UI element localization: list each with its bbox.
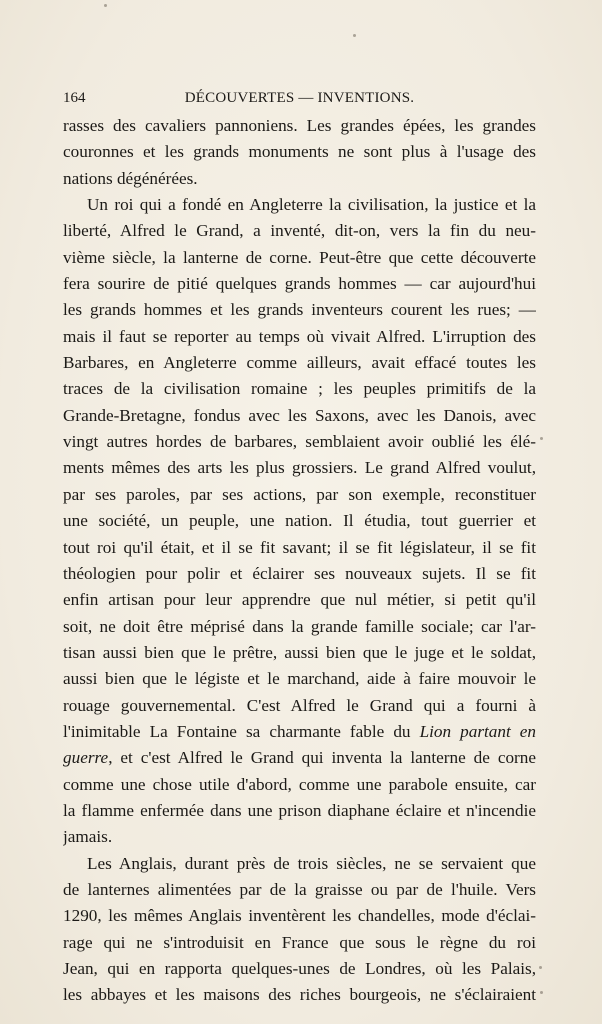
text-line: une société, un peuple, une nation. Il étudia, tout guerrier et	[63, 511, 536, 531]
text-segment: l'inimitable La Fontaine sa charmante fable du	[63, 721, 411, 741]
text-line: soit, ne doit être méprisé dans la grande famille sociale; car l'ar-	[63, 616, 536, 636]
running-title: DÉCOUVERTES — INVENTIONS.	[184, 90, 415, 106]
paragraph-start-line: Un roi qui a fondé en Angleterre la civilisation, la justice et la	[87, 195, 536, 215]
text-line: Grande-Bretagne, fondus avec les Saxons, avec les Danois, avec	[63, 405, 536, 425]
text-line: Barbares, en Angleterre comme ailleurs, avait effacé toutes les	[63, 353, 536, 373]
paragraph-start-line: Les Anglais, durant près de trois siècles, ne se servaient que	[87, 853, 536, 873]
paper-speck	[540, 437, 543, 440]
text-line: de lanternes alimentées par de la graisse ou par de l'huile. Vers	[63, 879, 536, 899]
text-line: aussi bien que le légiste et le marchand, aide à faire mouvoir le	[63, 669, 536, 689]
text-line: comme une chose utile d'abord, comme une parabole ensuite, car	[63, 774, 536, 794]
text-line: enfin artisan pour leur apprendre que nul métier, si petit qu'il	[63, 590, 536, 610]
text-line: rouage gouvernemental. C'est Alfred le Grand qui a fourni à	[63, 695, 536, 715]
text-line: les abbayes et les maisons des riches bourgeois, ne s'éclairaient	[63, 985, 536, 1005]
text-line: vingt autres hordes de barbares, semblaient avoir oublié les élé-	[63, 432, 536, 452]
text-line: les grands hommes et les grands inventeurs courent les rues; —	[63, 300, 536, 320]
text-line: rasses des cavaliers pannoniens. Les grandes épées, les grandes	[63, 116, 536, 135]
text-line: nations dégénérées.	[63, 168, 198, 188]
paper-speck	[353, 34, 356, 37]
page-number: 164	[63, 90, 86, 106]
text-line: ments mêmes des arts les plus grossiers. Le grand Alfred voulut,	[63, 458, 536, 478]
text-line: tisan aussi bien que le prêtre, aussi bien que le juge et le soldat,	[63, 642, 536, 662]
text-line: rage qui ne s'introduisit en France que sous le règne du roi	[63, 932, 536, 952]
page-header	[63, 88, 536, 108]
italic-fable-title: guerre	[63, 748, 109, 768]
paper-speck	[539, 966, 542, 969]
text-line: jamais.	[63, 827, 113, 847]
text-line-with-italic	[63, 719, 536, 745]
text-line: Jean, qui en rapporta quelques-unes de Londres, où les Palais,	[63, 959, 536, 978]
body-text	[63, 113, 536, 1009]
text-line: la flamme enfermée dans une prison diaphane éclaire et n'incendie	[63, 800, 536, 820]
italic-fable-title: Lion partant en	[419, 721, 536, 741]
text-line: liberté, Alfred le Grand, a inventé, dit-on, vers la fin du neu-	[63, 221, 536, 241]
paper-speck	[104, 4, 107, 7]
text-line: couronnes et les grands monuments ne sont plus à l'usage des	[63, 142, 536, 162]
text-segment: , et c'est Alfred le Grand qui inventa la lanterne de corne	[108, 748, 536, 768]
text-line: mais il faut se reporter au temps où vivait Alfred. L'irruption des	[63, 326, 536, 346]
text-line: vième siècle, la lanterne de corne. Peut-être que cette découverte	[63, 247, 536, 267]
text-line-with-italic	[63, 745, 536, 771]
text-line: théologien pour polir et éclairer ses nouveaux sujets. Il se fit	[63, 563, 536, 583]
paper-speck	[540, 991, 543, 994]
text-line: 1290, les mêmes Anglais inventèrent les chandelles, mode d'éclai-	[63, 906, 536, 926]
text-line: fera sourire de pitié quelques grands hommes — car aujourd'hui	[63, 274, 536, 294]
text-line: tout roi qu'il était, et il se fit savant; il se fit législateur, il se fit	[63, 537, 536, 557]
text-line: traces de la civilisation romaine ; les peuples primitifs de la	[63, 379, 536, 399]
text-line: par ses paroles, par ses actions, par son exemple, reconstituer	[63, 484, 536, 504]
